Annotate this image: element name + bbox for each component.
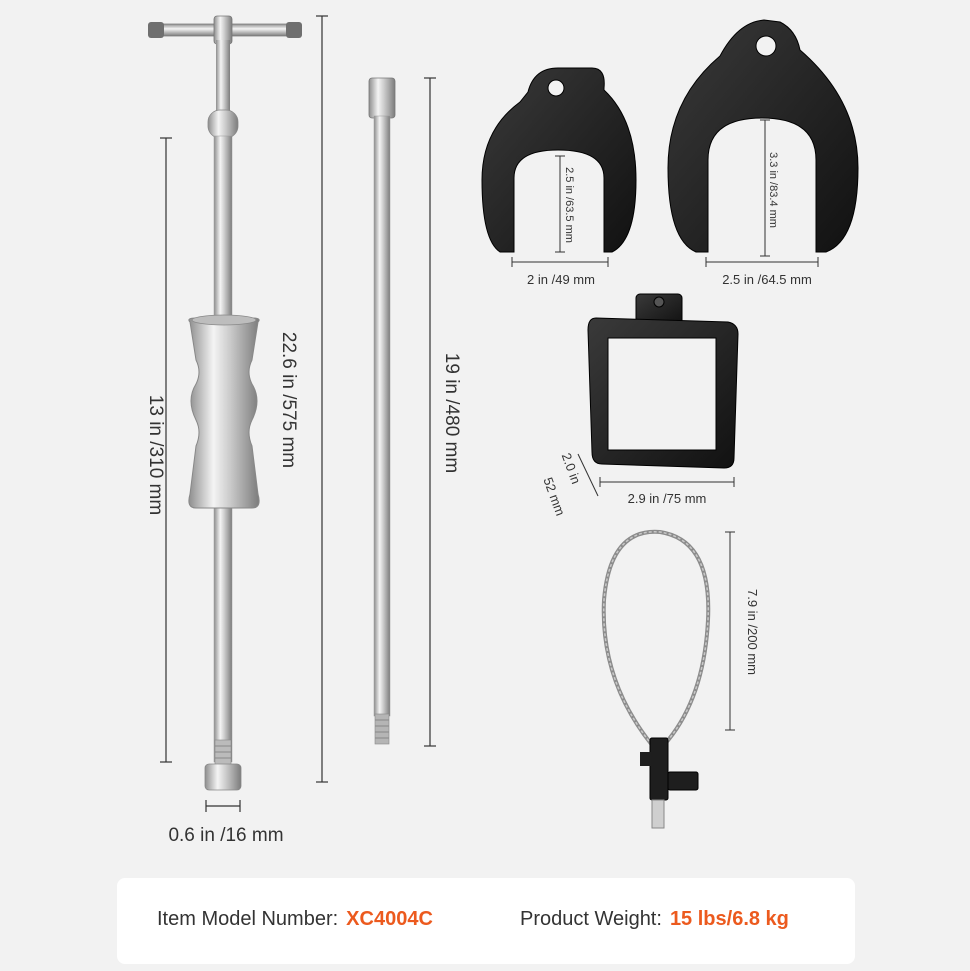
small-horseshoe-adapter <box>482 68 636 252</box>
large-horseshoe-adapter <box>668 20 858 252</box>
weight-row <box>520 908 789 931</box>
dim-label-cable: 7.9 in /200 mm <box>745 589 760 675</box>
dim-label-square-w: 2.9 in /75 mm <box>627 491 707 506</box>
dim-label-large-h: 3.3 in /83.4 mm <box>767 152 779 228</box>
model-number-row <box>157 908 433 931</box>
model-number-value: XC4004C <box>346 908 433 930</box>
extension-rod <box>369 78 395 744</box>
weight-value: 15 lbs/6.8 kg <box>669 908 789 930</box>
square-adapter <box>588 294 738 468</box>
dim-line-0-6 <box>206 800 240 812</box>
weight-label: Product Weight: <box>520 908 662 930</box>
dim-label-small-h: 2.5 in /63.5 mm <box>563 167 575 243</box>
dim-label-22-6: 22.6 in /575 mm <box>278 331 299 469</box>
dim-label-small-w: 2 in /49 mm <box>527 272 595 287</box>
dim-line-square-w <box>600 477 734 487</box>
dim-label-19: 19 in /480 mm <box>441 352 462 474</box>
dim-label-large-w: 2.5 in /64.5 mm <box>722 272 812 287</box>
dim-line-19 <box>424 78 436 746</box>
dim-line-large-w <box>706 257 818 267</box>
dim-label-square-d: 2.0 in <box>558 450 584 486</box>
dim-label-13: 13 in /310 mm <box>145 394 166 516</box>
dim-line-22-6 <box>316 16 328 782</box>
model-number-label: Item Model Number: <box>157 908 339 930</box>
dim-line-small-w <box>512 257 608 267</box>
dim-label-square-d-mm: 52 mm <box>540 475 569 518</box>
dim-line-cable <box>725 532 735 730</box>
cable-loop <box>604 532 709 828</box>
dim-label-0-6: 0.6 in /16 mm <box>168 825 284 846</box>
info-card <box>117 878 855 964</box>
